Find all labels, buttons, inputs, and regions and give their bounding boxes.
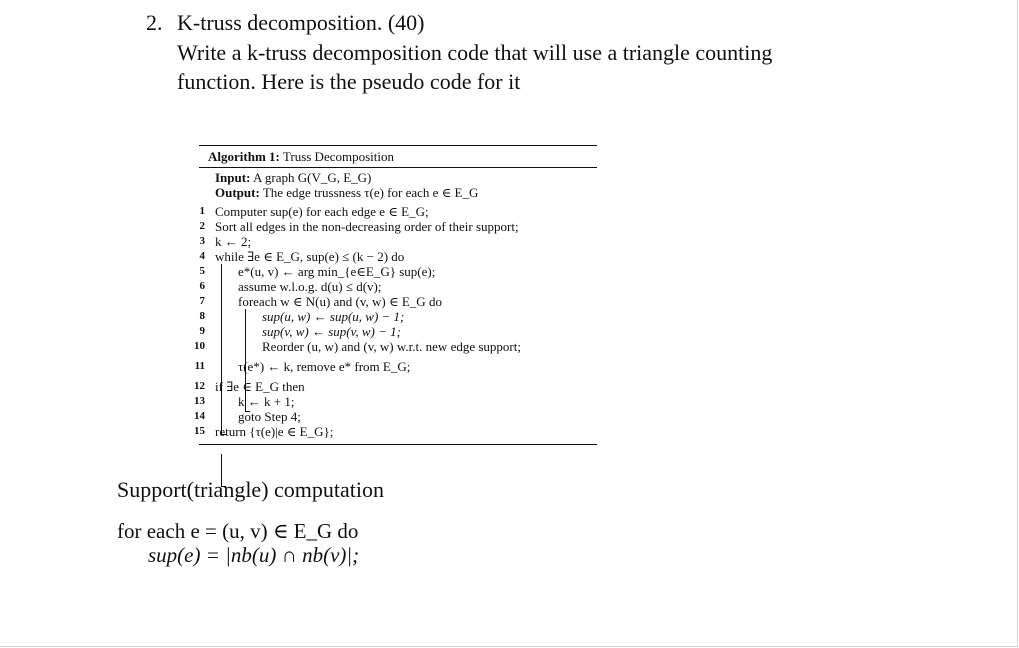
question-number: 2. xyxy=(146,10,163,35)
algorithm-line xyxy=(199,249,597,264)
line-text: sup(u, w) ← sup(u, w) − 1; xyxy=(262,309,405,324)
algorithm-bottom-rule xyxy=(199,444,597,445)
algorithm-line xyxy=(194,359,597,379)
foreach-block-bar xyxy=(245,309,246,411)
line-number: 5 xyxy=(199,265,205,277)
line-number: 11 xyxy=(194,360,205,372)
algorithm-line xyxy=(194,379,597,394)
line-text: Reorder (u, w) and (v, w) w.r.t. new edge support; xyxy=(262,339,521,354)
line-number: 4 xyxy=(199,250,205,262)
algorithm-name: Truss Decomposition xyxy=(282,149,394,164)
algorithm-line xyxy=(199,204,597,219)
line-text: k ← k + 1; xyxy=(238,394,295,409)
line-text: if ∃e ∈ E_G then xyxy=(215,379,305,394)
line-text: e*(u, v) ← arg min_{e∈E_G} sup(e); xyxy=(238,264,436,279)
line-number: 13 xyxy=(194,395,205,407)
line-number: 7 xyxy=(199,295,205,307)
algorithm-line xyxy=(199,324,597,339)
line-number: 9 xyxy=(199,325,205,337)
line-text: Computer sup(e) for each edge e ∈ E_G; xyxy=(215,204,429,219)
algorithm-line xyxy=(199,219,597,234)
line-number: 2 xyxy=(199,220,205,232)
algorithm-line xyxy=(194,424,597,441)
algorithm-line xyxy=(199,279,597,294)
line-text: sup(v, w) ← sup(v, w) − 1; xyxy=(262,324,401,339)
support-formula-line-1: for each e = (u, v) ∈ E_G do xyxy=(117,519,359,543)
input-text: A graph G(V_G, E_G) xyxy=(252,170,372,185)
question-title: K-truss decomposition. (40) xyxy=(177,10,425,35)
algorithm-line xyxy=(199,234,597,249)
question-heading xyxy=(146,8,424,38)
algorithm-io xyxy=(199,168,597,204)
line-text: τ(e*) ← k, remove e* from E_G; xyxy=(238,359,411,374)
line-text: return {τ(e)|e ∈ E_G}; xyxy=(215,424,334,439)
line-text: goto Step 4; xyxy=(238,409,301,424)
algorithm-line xyxy=(194,409,597,424)
algorithm-input xyxy=(215,170,597,185)
line-number: 6 xyxy=(199,280,205,292)
line-text: assume w.l.o.g. d(u) ≤ d(v); xyxy=(238,279,382,294)
output-label: Output: xyxy=(215,185,260,200)
line-number: 15 xyxy=(194,425,205,437)
while-block-bar xyxy=(221,264,222,434)
input-label: Input: xyxy=(215,170,251,185)
algorithm-line xyxy=(199,294,597,309)
support-formula-line-2: sup(e) = |nb(u) ∩ nb(v)|; xyxy=(148,543,360,567)
algorithm-line xyxy=(194,394,597,409)
algorithm-line xyxy=(194,339,597,359)
line-text: foreach w ∈ N(u) and (v, w) ∈ E_G do xyxy=(238,294,442,309)
algorithm-body xyxy=(194,204,597,441)
line-number: 14 xyxy=(194,410,205,422)
support-heading: Support(triangle) computation xyxy=(117,477,384,502)
line-number: 1 xyxy=(199,205,205,217)
algorithm-label: Algorithm 1: xyxy=(208,149,280,164)
algorithm-line xyxy=(199,309,597,324)
algorithm-line xyxy=(199,264,597,279)
algorithm-output xyxy=(215,185,597,200)
line-number: 12 xyxy=(194,380,205,392)
line-number: 8 xyxy=(199,310,205,322)
output-text: The edge trussness τ(e) for each e ∈ E_G xyxy=(262,185,479,200)
line-text: Sort all edges in the non-decreasing order of their support; xyxy=(215,219,519,234)
line-text: k ← 2; xyxy=(215,234,252,249)
algorithm-caption xyxy=(199,146,597,167)
while-block-foot xyxy=(221,434,226,435)
question-text-line-1: Write a k-truss decomposition code that will use a triangle counting xyxy=(177,40,773,65)
line-text: while ∃e ∈ E_G, sup(e) ≤ (k − 2) do xyxy=(215,249,405,264)
line-number: 3 xyxy=(199,235,205,247)
algorithm-box xyxy=(194,145,597,445)
line-number: 10 xyxy=(194,340,205,352)
question-text-line-2: function. Here is the pseudo code for it xyxy=(177,69,521,94)
foreach-block-foot xyxy=(245,411,250,412)
question-text xyxy=(177,38,877,96)
